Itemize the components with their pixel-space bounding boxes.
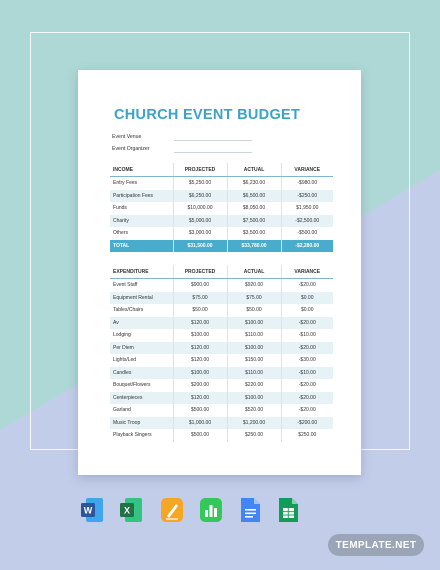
table-cell: Tables/Chairs [110, 304, 173, 317]
table-cell: $5,000.00 [173, 215, 227, 228]
table-cell: $5,250.00 [173, 177, 227, 190]
event-venue-label: Event Venue [112, 134, 142, 140]
total-row [110, 240, 333, 253]
table-cell: -$250.00 [281, 190, 333, 203]
table-cell: -$10.00 [298, 332, 316, 339]
table-row [110, 342, 333, 355]
table-cell: $50.00 [227, 304, 281, 317]
table-row [110, 429, 333, 442]
table-cell: -$30.00 [298, 357, 316, 364]
table-cell: $6,230.00 [227, 177, 281, 190]
column-header: VARIANCE [281, 163, 333, 177]
table-cell: $31,500.00 [173, 240, 227, 253]
table-cell: $150.00 [227, 354, 281, 367]
table-cell: $75.00 [227, 292, 281, 305]
table-cell: -$20.00 [298, 382, 316, 389]
table-cell: $100.00 [227, 317, 281, 330]
table-row [110, 417, 333, 430]
table-row [110, 177, 333, 190]
table-row [110, 227, 333, 240]
table-cell: -$980.00 [297, 180, 318, 187]
table-cell: $520.00 [227, 404, 281, 417]
table-cell: Lights/Led [110, 354, 173, 367]
table-cell: -$2,500.00 [281, 215, 333, 228]
table-cell: TOTAL [110, 240, 173, 253]
table-row [110, 392, 333, 405]
column-header: PROJECTED [173, 265, 227, 279]
svg-text:W: W [83, 505, 93, 516]
expenditure-header-row [110, 265, 333, 279]
table-cell: $500.00 [173, 404, 227, 417]
table-cell: $100.00 [227, 342, 281, 355]
pages-icon[interactable] [160, 497, 184, 523]
table-row [110, 304, 333, 317]
table-cell: Participation Fees [110, 190, 173, 203]
table-cell: $8,050.00 [227, 202, 281, 215]
table-cell: $33,780.00 [227, 240, 281, 253]
table-row [110, 190, 333, 203]
table-cell: $100.00 [173, 329, 227, 342]
table-cell: $1,950.00 [296, 205, 319, 212]
table-cell: $100.00 [173, 367, 227, 380]
table-cell: -$20.00 [281, 342, 333, 355]
table-cell: $100.00 [227, 392, 281, 405]
table-row [110, 329, 333, 342]
column-header: EXPENDITURE [110, 265, 173, 279]
column-header: ACTUAL [227, 163, 281, 177]
event-organizer-field[interactable] [174, 152, 252, 153]
table-row [110, 292, 333, 305]
table-cell: $0.00 [281, 292, 333, 305]
table-row [110, 367, 333, 380]
table-row [110, 379, 333, 392]
table-cell: $7,500.00 [227, 215, 281, 228]
table-cell: $500.00 [173, 429, 227, 442]
table-cell: $1,000.00 [173, 417, 227, 430]
numbers-icon[interactable] [199, 497, 223, 523]
table-cell: -$20.00 [298, 407, 316, 414]
table-cell: $10,000.00 [173, 202, 227, 215]
table-cell: Equipment Rental [110, 292, 173, 305]
table-cell: $1,200.00 [227, 417, 281, 430]
table-cell: $200.00 [173, 379, 227, 392]
table-cell: $110.00 [227, 367, 281, 380]
table-cell: -$20.00 [281, 392, 333, 405]
table-cell: -$500.00 [297, 230, 318, 237]
table-cell: $250.00 [298, 432, 317, 439]
table-cell: $250.00 [227, 429, 281, 442]
table-cell: Centerpieces [110, 392, 173, 405]
table-cell: $6,500.00 [227, 190, 281, 203]
table-row [110, 317, 333, 330]
table-cell: -$10.00 [281, 367, 333, 380]
table-cell: Bouquet/Flowers [110, 379, 173, 392]
table-cell: Lodging [110, 329, 173, 342]
budget-document [78, 70, 361, 475]
table-cell: $110.00 [227, 329, 281, 342]
table-cell: Per Diem [110, 342, 173, 355]
table-cell: $120.00 [173, 354, 227, 367]
table-row [110, 279, 333, 292]
column-header: INCOME [110, 163, 173, 177]
table-cell: $50.00 [173, 304, 227, 317]
table-row [110, 215, 333, 228]
table-cell: $3,500.00 [227, 227, 281, 240]
format-icon-bar [0, 497, 440, 523]
event-organizer-label: Event Organizer [112, 146, 150, 152]
table-cell: $3,000.00 [173, 227, 227, 240]
svg-text:X: X [123, 505, 131, 516]
expenditure-table [110, 265, 333, 442]
column-header: ACTUAL [227, 265, 281, 279]
template-net-badge[interactable]: TEMPLATE.NET [328, 534, 424, 556]
table-row [110, 202, 333, 215]
table-cell: $120.00 [173, 317, 227, 330]
table-cell: Candles [110, 367, 173, 380]
table-cell: $900.00 [173, 279, 227, 292]
table-cell: $75.00 [173, 292, 227, 305]
document-title: CHURCH EVENT BUDGET [114, 107, 301, 123]
table-cell: -$200.00 [281, 417, 333, 430]
table-cell: Others [110, 227, 173, 240]
table-cell: Music Troop [110, 417, 173, 430]
table-cell: $120.00 [173, 342, 227, 355]
table-cell: -$2,280.00 [281, 240, 333, 253]
google-docs-icon[interactable] [238, 497, 262, 523]
word-icon[interactable] [80, 497, 104, 523]
table-cell: Funds [110, 202, 173, 215]
excel-icon[interactable] [119, 497, 143, 523]
column-header: PROJECTED [173, 163, 227, 177]
table-cell: Garland [110, 404, 173, 417]
table-cell: $0.00 [300, 307, 314, 314]
table-cell: -$20.00 [281, 317, 333, 330]
table-row [110, 404, 333, 417]
google-sheets-icon[interactable] [276, 497, 300, 523]
event-venue-field[interactable] [174, 140, 252, 141]
table-row [110, 354, 333, 367]
table-cell: Playback Singers [110, 429, 173, 442]
income-header-row [110, 163, 333, 177]
table-cell: $6,250.00 [173, 190, 227, 203]
table-cell: $120.00 [173, 392, 227, 405]
table-cell: $220.00 [227, 379, 281, 392]
table-cell: $920.00 [227, 279, 281, 292]
table-cell: -$20.00 [298, 282, 316, 289]
table-cell: Entry Fees [110, 177, 173, 190]
table-cell: Av [110, 317, 173, 330]
table-cell: Charity [110, 215, 173, 228]
table-cell: Event Staff [110, 279, 173, 292]
column-header: VARIANCE [281, 265, 333, 279]
income-table [110, 163, 333, 252]
